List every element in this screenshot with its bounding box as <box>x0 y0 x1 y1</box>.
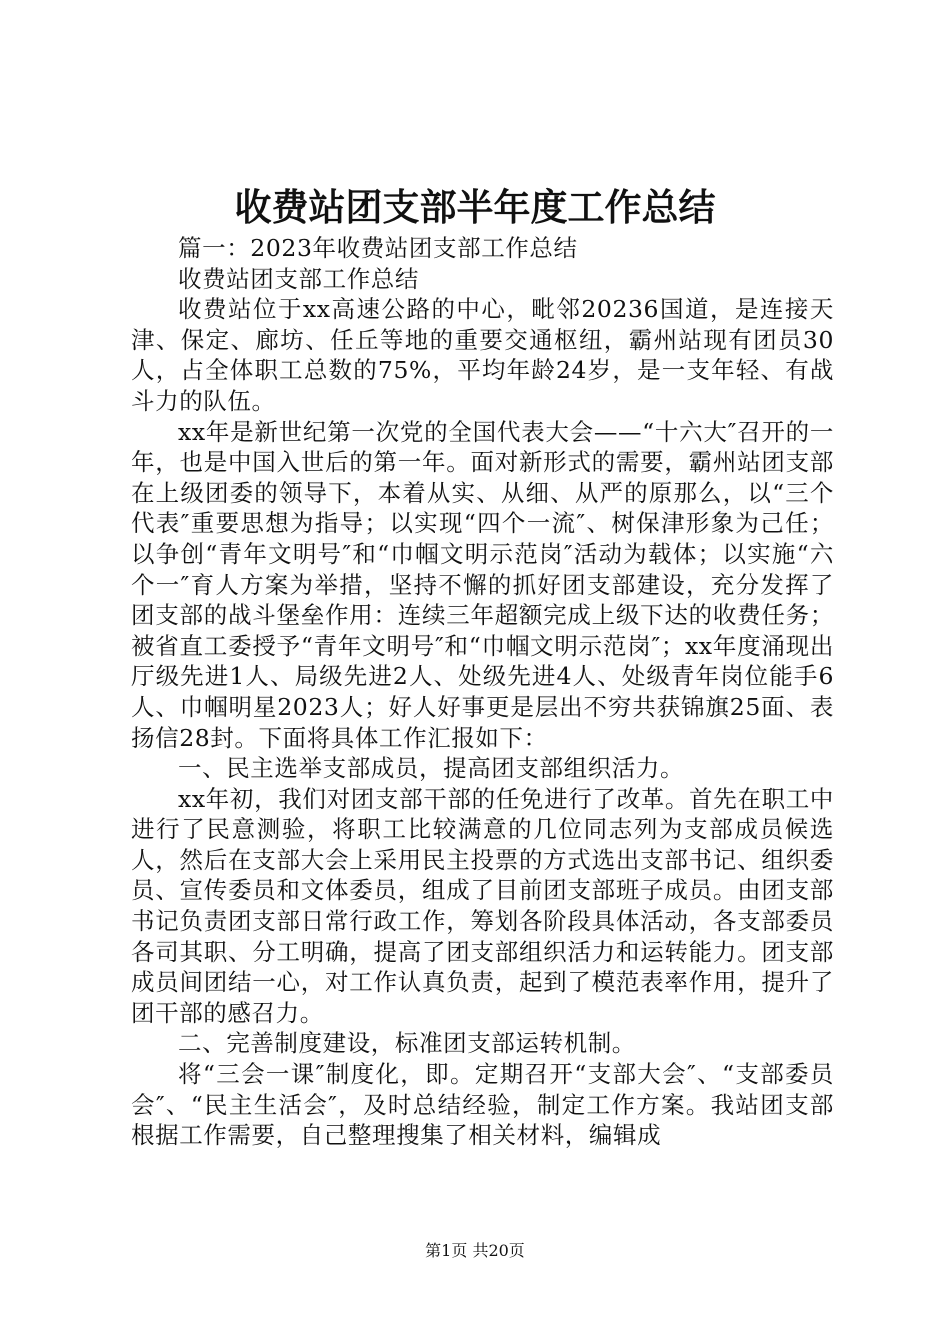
paragraph: xx年是新世纪第一次党的全国代表大会——“十六大″召开的一年，也是中国入世后的第一年。面对新形式的需要，霸州站团支部在上级团委的领导下，本着从实、从细、从严的原那么，以“三个代表″重要思想为指导；以实现“四个一流″、树保津形象为己任；以争创“青年文明号″和“巾帼文明示范岗″活动为载体；以实施“六个一″育人方案为举措，坚持不懈的抓好团支部建设，充分发挥了团支部的战斗堡垒作用：连续三年超额完成上级下达的收费任务；被省直工委授予“青年文明号″和“巾帼文明示范岗″；xx年度涌现出厅级先进1人、局级先进2人、处级先进4人、处级青年岗位能手6人、巾帼明星2023人；好人好事更是层出不穷共获锦旗25面、表扬信28封。下面将具体工作汇报如下： <box>131 417 834 752</box>
document-title: 收费站团支部半年度工作总结 <box>234 185 716 229</box>
paragraph: xx年初，我们对团支部干部的任免进行了改革。首先在职工中进行了民意测验，将职工比较满意的几位同志列为支部成员候选人，然后在支部大会上采用民主投票的方式选出支部书记、组织委员、宣传委员和文体委员，组成了目前团支部班子成员。由团支部书记负责团支部日常行政工作，筹划各阶段具体活动，各支部委员各司其职、分工明确，提高了团支部组织活力和运转能力。团支部成员间团结一心，对工作认真负责，起到了模范表率作用，提升了团干部的感召力。 <box>131 784 834 1027</box>
paragraph: 收费站团支部工作总结 <box>178 264 419 293</box>
section-heading: 二、完善制度建设，标准团支部运转机制。 <box>178 1029 636 1058</box>
document-body <box>131 233 834 1151</box>
page-footer: 第1页 共20页 <box>425 1241 525 1260</box>
paragraph: 将“三会一课″制度化，即。定期召开“支部大会″、“支部委员会″、“民主生活会″，及时总结经验，制定工作方案。我站团支部根据工作需要，自己整理搜集了相关材料，编辑成 <box>131 1060 834 1150</box>
paragraph: 收费站位于xx高速公路的中心，毗邻20236国道，是连接天津、保定、廊坊、任丘等地的重要交通枢纽，霸州站现有团员30人，占全体职工总数的75%，平均年龄24岁，是一支年轻、有战斗力的队伍。 <box>131 295 834 415</box>
section-heading: 一、民主选举支部成员，提高团支部组织活力。 <box>178 754 685 783</box>
paragraph: 篇一：2023年收费站团支部工作总结 <box>178 234 578 262</box>
